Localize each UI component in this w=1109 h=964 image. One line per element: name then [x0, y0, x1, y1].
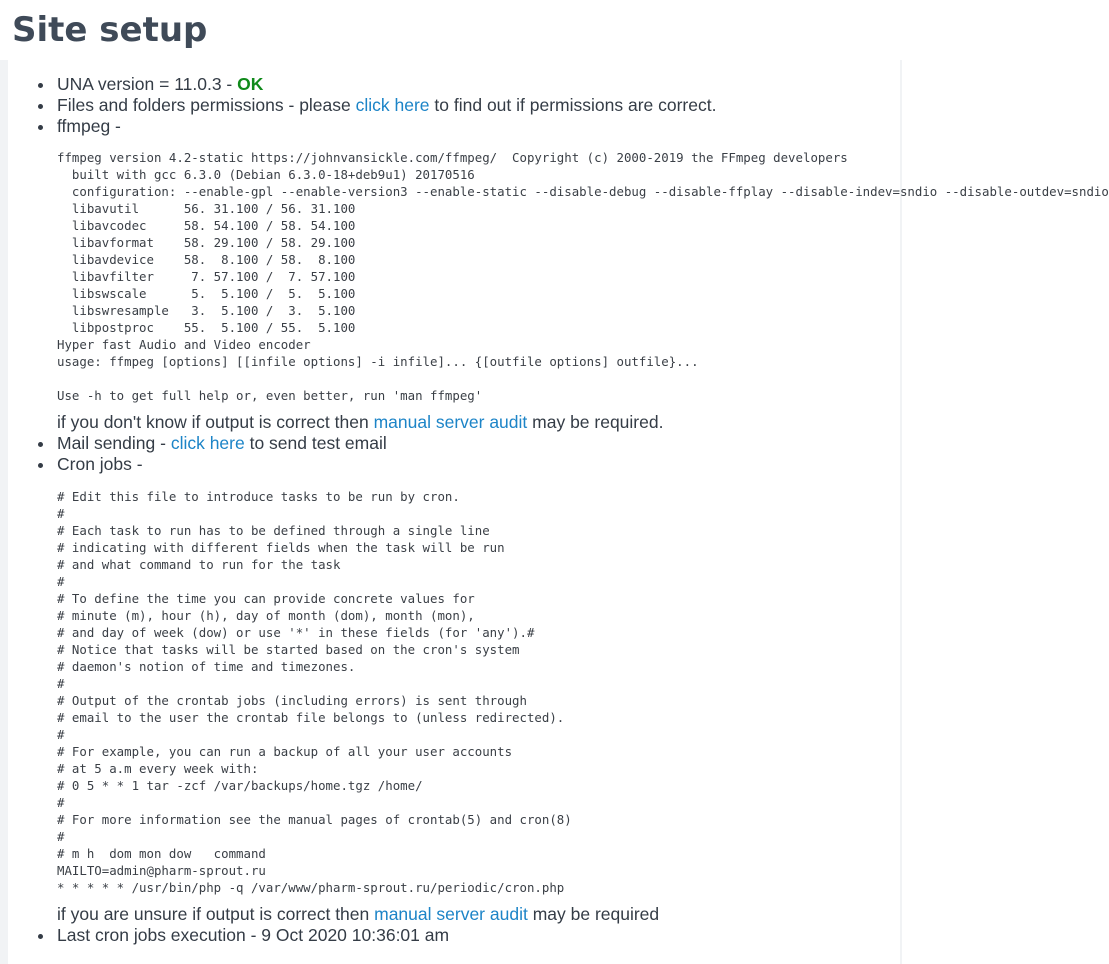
ffmpeg-note-prefix: if you don't know if output is correct then: [57, 412, 374, 432]
checklist: [57, 74, 1109, 946]
list-item-cron-jobs: [57, 454, 902, 925]
ffmpeg-label: ffmpeg: [57, 116, 111, 136]
cron-audit-note: [57, 904, 902, 925]
cron-note-suffix: may be required: [527, 904, 660, 924]
ffmpeg-output: ffmpeg version 4.2-static https://johnvansickle.com/ffmpeg/ Copyright (c) 2000-2019 the FFmpeg developers built with gcc 6.3.0 (Debian 6.3.0-18+deb9u1) 20170516 configuration: --enable-gpl --enable-version3 --enable-static --disable-debug --disable-ffplay --disable-indev=sndio --disable-outdev=sndio libavutil 56. 31.100 / 56. 31.100 libavcodec 58. 54.100 / 58. 54.100 libavformat 58. 29.100 / 58. 29.100 libavdevice 58. 8.100 / 58. 8.100 libavfilter 7. 57.100 / 7. 57.100 libswscale 5. 5.100 / 5. 5.100 libswresample 3. 5.100 / 3. 5.100 libpostproc 55. 5.100 / 55. 5.100 Hyper fast Audio and Video encoder usage: ffmpeg [options] [[infile options] -i infile]... {[outfile options] outfile}... Use -h to get full help or, even better, run 'man ffmpeg': [57, 150, 1109, 403]
page-title: Site setup: [12, 10, 208, 50]
separator: -: [245, 925, 262, 945]
mail-suffix: to send test email: [244, 433, 387, 453]
permissions-check-link[interactable]: click here: [355, 95, 430, 115]
una-version-label: UNA version = 11.0.3: [57, 74, 222, 94]
permissions-suffix: to find out if permissions are correct.: [429, 95, 717, 115]
cron-manual-audit-link[interactable]: manual server audit: [374, 904, 528, 924]
list-item-permissions: [57, 95, 902, 116]
status-badge-ok: OK: [237, 74, 264, 94]
permissions-label: Files and folders permissions: [57, 95, 284, 115]
cron-note-prefix: if you are unsure if output is correct then: [57, 904, 375, 924]
last-cron-timestamp: 9 Oct 2020 10:36:01 am: [261, 925, 450, 945]
left-rail: [0, 60, 8, 964]
separator: -: [283, 95, 300, 115]
permissions-prefix: please: [299, 95, 356, 115]
cron-output: # Edit this file to introduce tasks to be run by cron. # # Each task to run has to be defined through a single line # indicating with different fields when the task will be run # and what command to run for the task # # To define the time you can provide concrete values for # minute (m), hour (h), day of month (dom), month (mon), # and day of week (dow) or use '*' in these fields (for 'any').# # Notice that tasks will be started based on the cron's system # daemon's notion of time and timezones. # # Output of the crontab jobs (including errors) is sent through # email to the user the crontab file belongs to (unless redirected). # # For example, you can run a backup of all your user accounts # at 5 a.m every week with: # 0 5 * * 1 tar -zcf /var/backups/home.tgz /home/ # # For more information see the manual pages of crontab(5) and cron(8) # # m h dom mon dow command MAILTO=admin@pharm-sprout.ru * * * * * /usr/bin/php -q /var/www/pharm-sprout.ru/periodic/cron.php: [57, 489, 572, 895]
ffmpeg-note-suffix: may be required.: [527, 412, 664, 432]
list-item-ffmpeg: [57, 116, 1109, 433]
separator: -: [155, 433, 171, 453]
ffmpeg-manual-audit-link[interactable]: manual server audit: [373, 412, 528, 432]
list-item-una-version: [57, 74, 902, 95]
separator: -: [110, 116, 121, 136]
separator: -: [221, 74, 238, 94]
last-cron-label: Last cron jobs execution: [57, 925, 246, 945]
ffmpeg-audit-note: [57, 412, 902, 433]
list-item-mail-sending: [57, 433, 902, 454]
separator: -: [131, 454, 143, 474]
cron-label: Cron jobs: [57, 454, 132, 474]
list-item-last-cron: [57, 925, 902, 946]
send-test-email-link[interactable]: click here: [170, 433, 245, 453]
mail-label: Mail sending: [57, 433, 156, 453]
